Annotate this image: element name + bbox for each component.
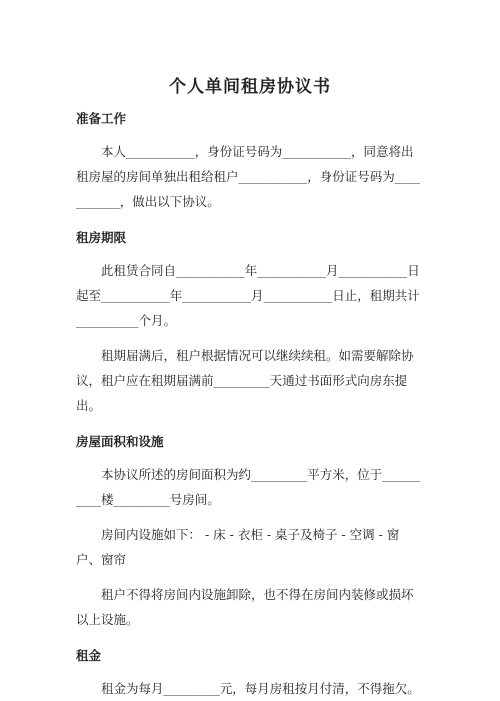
section-heading: 房屋面积和设施 bbox=[76, 434, 164, 449]
section-heading: 租金 bbox=[76, 648, 102, 663]
section-paragraph: 此租赁合同自___________年___________月___________日起至___________年___________月___________日止，租期共计__________个月。 bbox=[76, 263, 420, 328]
section-preparation bbox=[76, 111, 424, 214]
document-title: 个人单间租房协议书 bbox=[169, 77, 331, 97]
section-paragraph: 房间内设施如下： - 床 - 衣柜 - 桌子及椅子 - 空调 - 窗户、窗帘 bbox=[76, 527, 400, 567]
section-paragraph: 本协议所述的房间面积为约_________平方米，位于__________楼_________号房间。 bbox=[76, 467, 420, 507]
section-paragraph: 本人___________，身份证号码为___________，同意将出租房屋的房间单独出租给租户___________，身份证号码为___________，做出以下协议。 bbox=[76, 144, 420, 209]
section-area-facilities bbox=[76, 434, 424, 632]
section-paragraph: 租金为每月_________元，每月房租按月付清，不得拖欠。 bbox=[101, 681, 420, 696]
section-paragraph: 租期届满后，租户根据情况可以继续续租。如需要解除协议，租户应在租期届满前_________天通过书面形式向房东提出。 bbox=[76, 348, 414, 413]
section-paragraph: 租户不得将房间内设施卸除，也不得在房间内装修或损坏以上设施。 bbox=[76, 587, 414, 627]
section-heading: 准备工作 bbox=[76, 111, 127, 126]
section-heading: 租房期限 bbox=[76, 230, 127, 245]
section-lease-term bbox=[76, 230, 424, 418]
section-rent bbox=[76, 648, 424, 701]
